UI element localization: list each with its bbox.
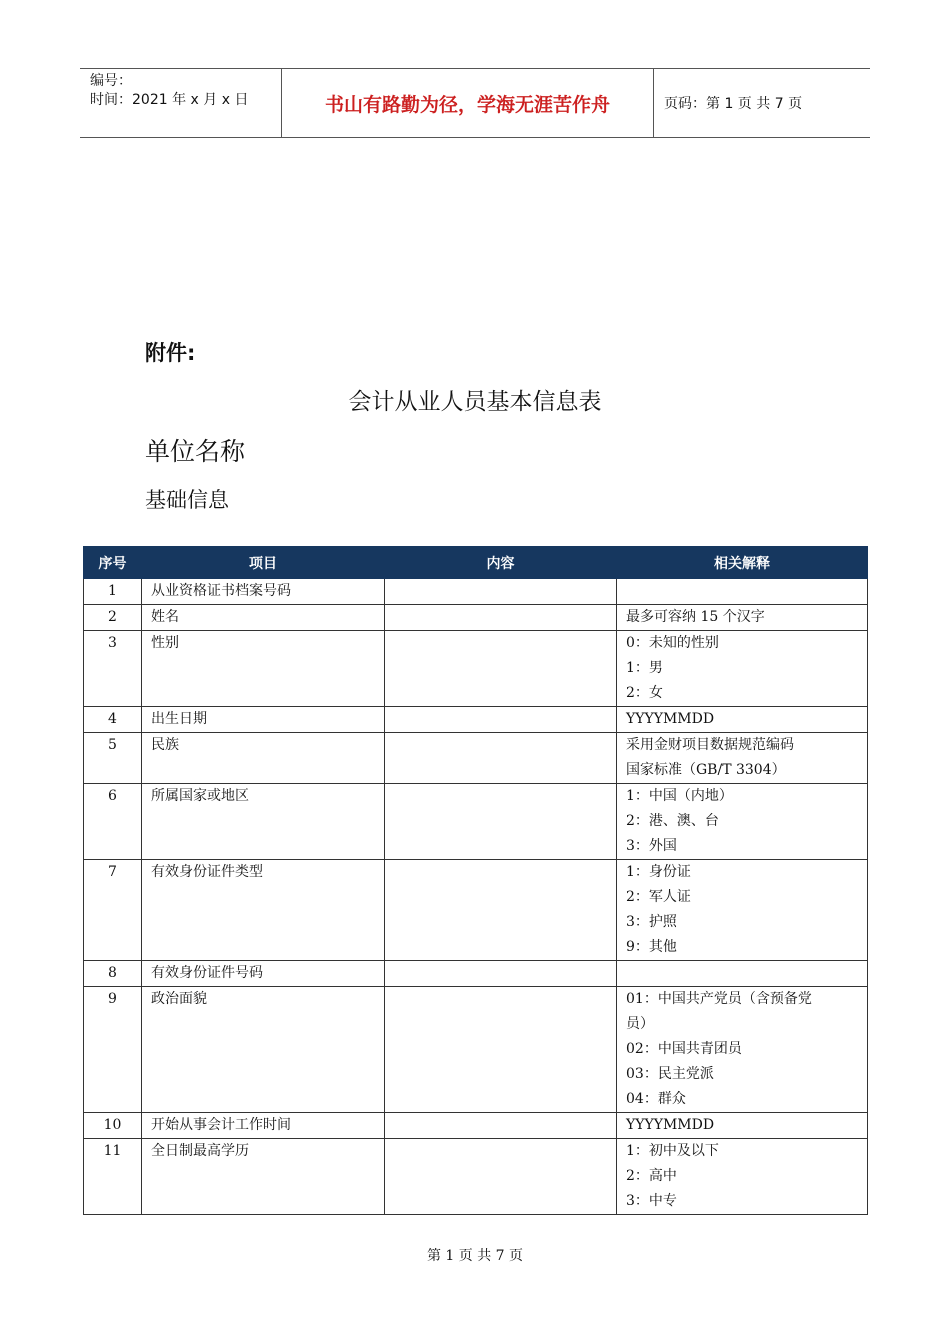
row-number: 4 [84,707,142,733]
row-item: 从业资格证书档案号码 [142,579,385,605]
row-content[interactable] [385,631,617,707]
header-cell-content: 内容 [385,547,617,579]
explanation-line: 2：军人证 [626,889,691,905]
explanation-line: YYYYMMDD [626,711,715,727]
row-number: 5 [84,733,142,784]
row-item: 全日制最高学历 [142,1139,385,1215]
row-content[interactable] [385,860,617,961]
number-label: 编号： [90,73,132,89]
row-item: 政治面貌 [142,987,385,1113]
document-header [80,68,870,138]
explanation-line: 3：外国 [626,838,677,854]
row-number: 1 [84,579,142,605]
table-row [84,961,868,987]
header-meta [80,69,282,137]
header-cell-num: 序号 [84,547,142,579]
row-explanation [617,784,868,860]
row-number: 10 [84,1113,142,1139]
table-row [84,605,868,631]
info-table [83,546,868,1215]
row-explanation [617,987,868,1113]
row-item: 姓名 [142,605,385,631]
explanation-line: 2：港、澳、台 [626,813,719,829]
explanation-line: 9：其他 [626,939,677,955]
explanation-line: 采用金财项目数据规范编码 [626,737,794,753]
page-footer: 第 1 页 共 7 页 [426,1248,524,1264]
row-content[interactable] [385,784,617,860]
row-explanation [617,605,868,631]
explanation-line: 最多可容纳 15 个汉字 [626,609,765,625]
row-content[interactable] [385,605,617,631]
explanation-line: 1：身份证 [626,864,691,880]
unit-name-label: 单位名称 [145,437,246,466]
table-body [84,579,868,1215]
attachment-label: 附件: [145,341,196,365]
explanation-line: 1：中国（内地） [626,788,733,804]
header-cell-item: 项目 [142,547,385,579]
table-row [84,1113,868,1139]
row-explanation [617,1113,868,1139]
explanation-line: 0：未知的性别 [626,635,719,651]
row-number: 2 [84,605,142,631]
table-row [84,733,868,784]
explanation-line: 1：初中及以下 [626,1143,719,1159]
header-page-info: 页码：第 1 页 共 7 页 [664,96,803,112]
time-label: 时间：2021 年 x 月 x 日 [90,92,249,108]
row-explanation [617,631,868,707]
row-number: 8 [84,961,142,987]
explanation-line: 国家标准（GB/T 3304） [626,762,786,778]
row-content[interactable] [385,1139,617,1215]
row-item: 出生日期 [142,707,385,733]
row-number: 3 [84,631,142,707]
row-explanation [617,733,868,784]
row-content[interactable] [385,987,617,1113]
table-row [84,1139,868,1215]
explanation-line: 3：中专 [626,1193,677,1209]
row-content[interactable] [385,1113,617,1139]
explanation-line: 01：中国共产党员（含预备党 [626,991,812,1007]
explanation-line: 04：群众 [626,1091,686,1107]
document-title: 会计从业人员基本信息表 [348,389,602,415]
header-motto: 书山有路勤为径，学海无涯苦作舟 [282,69,654,137]
row-number: 9 [84,987,142,1113]
row-number: 11 [84,1139,142,1215]
row-content[interactable] [385,579,617,605]
explanation-line: 03：民主党派 [626,1066,714,1082]
explanation-line: 02：中国共青团员 [626,1041,742,1057]
explanation-line: 1：男 [626,660,663,676]
explanation-line: 3：护照 [626,914,677,930]
row-content[interactable] [385,961,617,987]
row-explanation [617,961,868,987]
row-number: 7 [84,860,142,961]
section-title: 基础信息 [145,488,229,512]
row-number: 6 [84,784,142,860]
row-explanation [617,860,868,961]
explanation-line: 员） [626,1016,654,1032]
row-content[interactable] [385,707,617,733]
row-item: 开始从事会计工作时间 [142,1113,385,1139]
table-row [84,784,868,860]
table-row [84,987,868,1113]
table-row [84,860,868,961]
row-item: 所属国家或地区 [142,784,385,860]
explanation-line: 2：高中 [626,1168,677,1184]
table-row [84,707,868,733]
row-item: 性别 [142,631,385,707]
row-content[interactable] [385,733,617,784]
table-row [84,631,868,707]
explanation-line: 2：女 [626,685,663,701]
row-explanation [617,1139,868,1215]
row-item: 有效身份证件类型 [142,860,385,961]
row-item: 有效身份证件号码 [142,961,385,987]
header-cell-explain: 相关解释 [617,547,868,579]
table-header-row [84,547,868,579]
table-row [84,579,868,605]
explanation-line: YYYYMMDD [626,1117,715,1133]
row-explanation [617,579,868,605]
row-explanation [617,707,868,733]
row-item: 民族 [142,733,385,784]
